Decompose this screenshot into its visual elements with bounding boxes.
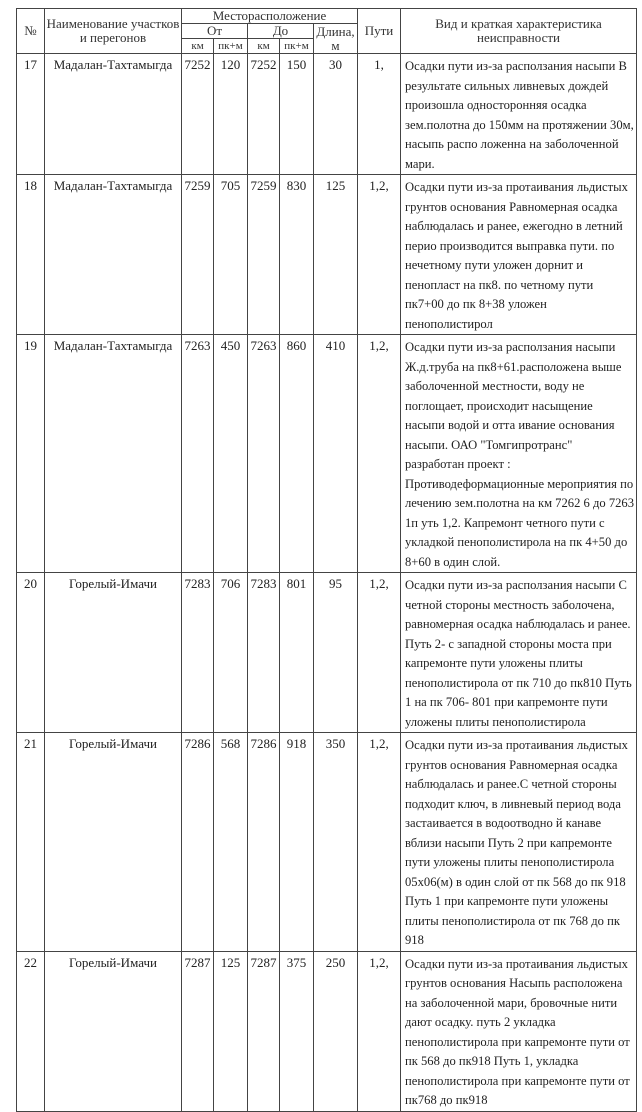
row-from-km: 7252 (182, 54, 214, 175)
row-name: Горелый-Имачи (45, 951, 182, 1111)
row-length: 125 (314, 175, 358, 335)
row-from-km: 7263 (182, 335, 214, 573)
row-description: Осадки пути из-за расползания насыпи В результате сильных ливневых дождей произошла односторонняя осадка зем.полотна до 150мм на протяжении 30м, насыпь распо ложенна на заболоченной мари. (401, 54, 637, 175)
row-description: Осадки пути из-за расползания насыпи С четной стороны местность заболочена, равномерная осадка наблюдалась и ранее. Путь 2- с западной стороны моста при капремонте пути уложены плиты пенополистирола от пк 710 до пк810 Путь 1 на пк 706- 801 при капремонте пути уложены плиты пенополистирола (401, 573, 637, 733)
row-num: 21 (17, 733, 45, 952)
row-length: 350 (314, 733, 358, 952)
row-from-pk: 450 (214, 335, 248, 573)
row-length: 95 (314, 573, 358, 733)
table-row (17, 573, 637, 733)
row-length: 30 (314, 54, 358, 175)
row-tracks: 1,2, (358, 175, 401, 335)
row-num: 18 (17, 175, 45, 335)
header-to: До (248, 24, 314, 39)
row-from-km: 7259 (182, 175, 214, 335)
header-to-km: км (248, 39, 280, 54)
row-to-km: 7259 (248, 175, 280, 335)
header-from-km: км (182, 39, 214, 54)
row-to-km: 7263 (248, 335, 280, 573)
row-to-pk: 375 (280, 951, 314, 1111)
row-num: 20 (17, 573, 45, 733)
row-name: Мадалан-Тахтамыгда (45, 335, 182, 573)
row-tracks: 1,2, (358, 573, 401, 733)
header-to-pk: пк+м (280, 39, 314, 54)
row-num: 17 (17, 54, 45, 175)
header-name: Наименование участков и перегонов (45, 9, 182, 54)
row-from-pk: 706 (214, 573, 248, 733)
row-to-km: 7283 (248, 573, 280, 733)
row-to-pk: 860 (280, 335, 314, 573)
header-location: Месторасположение (182, 9, 358, 24)
row-length: 410 (314, 335, 358, 573)
header-num: № (17, 9, 45, 54)
row-from-km: 7286 (182, 733, 214, 952)
row-to-km: 7287 (248, 951, 280, 1111)
row-num: 22 (17, 951, 45, 1111)
row-from-pk: 705 (214, 175, 248, 335)
row-description: Осадки пути из-за протаивания льдистых грунтов основания Равномерная осадка наблюдалась и ранее.С четной стороны подходит ключ, в ливневый период вода застаивается в водоотводно й канаве вблизи насыпи Путь 2 при капремонте пути уложены плиты пенополистирола 05х06(м) в один слой от пк 568 до пк 918 Путь 1 при капремонте пути уложены плиты пенополистирола от пк 768 до пк 918 (401, 733, 637, 952)
row-name: Горелый-Имачи (45, 573, 182, 733)
table-row (17, 951, 637, 1111)
header-description: Вид и краткая характеристика неисправности (401, 9, 637, 54)
header-length: Длина, м (314, 24, 358, 54)
header-from-pk: пк+м (214, 39, 248, 54)
row-name: Мадалан-Тахтамыгда (45, 54, 182, 175)
table-row (17, 175, 637, 335)
row-from-pk: 120 (214, 54, 248, 175)
row-to-km: 7252 (248, 54, 280, 175)
row-length: 250 (314, 951, 358, 1111)
row-to-pk: 918 (280, 733, 314, 952)
header-tracks: Пути (358, 9, 401, 54)
row-from-km: 7287 (182, 951, 214, 1111)
defects-table (16, 8, 637, 1112)
row-to-pk: 830 (280, 175, 314, 335)
row-to-pk: 150 (280, 54, 314, 175)
row-to-pk: 801 (280, 573, 314, 733)
header-from: От (182, 24, 248, 39)
row-name: Горелый-Имачи (45, 733, 182, 952)
row-tracks: 1,2, (358, 733, 401, 952)
row-description: Осадки пути из-за протаивания льдистых грунтов основания Равномерная осадка наблюдалась и ранее, ежегодно в летний перио производится выправка пути. по нечетному пути уложен дорнит и пенопласт на пк8. по четному пути пк7+00 до пк 8+38 уложен пенополистирол (401, 175, 637, 335)
table-row (17, 54, 637, 175)
row-from-pk: 125 (214, 951, 248, 1111)
table-row (17, 335, 637, 573)
row-description: Осадки пути из-за расползания насыпи Ж.д.труба на пк8+61.расположена выше заболоченной местности, воду не поглощает, происходит насыщение насыпи водой и отта ивание основания насыпи. ОАО "Томгипротранс" разработан проект : Противодеформационные мероприятия по лечению зем.полотна на км 7262 6 до 7263 1п уть 1,2. Капремонт четного пути с укладкой пенополистирола на пк 4+50 до 8+60 в один слой. (401, 335, 637, 573)
row-tracks: 1, (358, 54, 401, 175)
row-to-km: 7286 (248, 733, 280, 952)
row-tracks: 1,2, (358, 951, 401, 1111)
row-name: Мадалан-Тахтамыгда (45, 175, 182, 335)
row-tracks: 1,2, (358, 335, 401, 573)
row-from-km: 7283 (182, 573, 214, 733)
row-num: 19 (17, 335, 45, 573)
row-description: Осадки пути из-за протаивания льдистых грунтов основания Насыпь расположена на заболоченной мари, бровочные нити дают осадку. путь 2 укладка пенополистирола при капремонте пути от пк 568 до пк918 Путь 1, укладка пенополистирола при капремонте пути от пк768 до пк918 (401, 951, 637, 1111)
table-row (17, 733, 637, 952)
row-from-pk: 568 (214, 733, 248, 952)
